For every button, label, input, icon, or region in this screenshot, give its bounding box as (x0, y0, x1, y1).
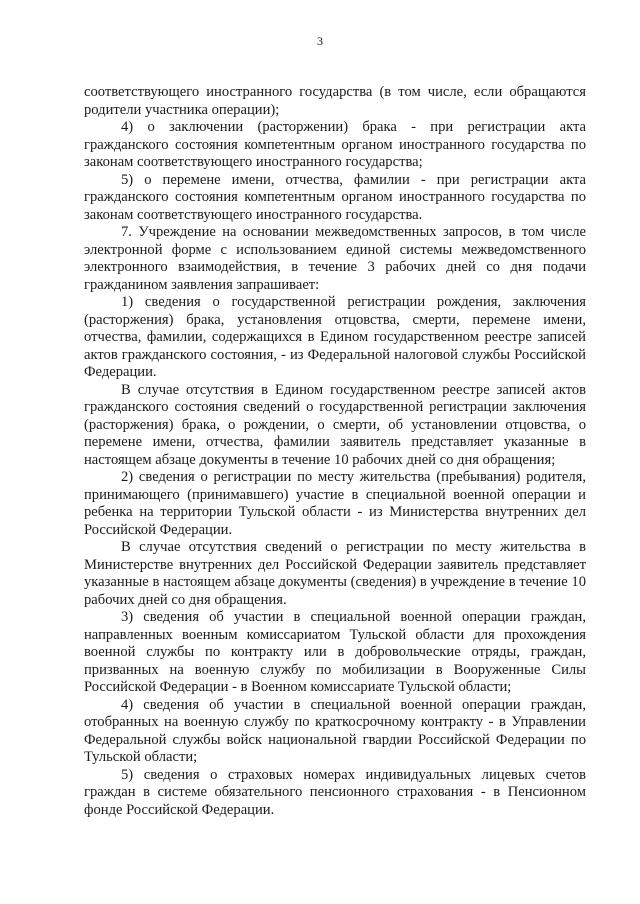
paragraph-item-4-marriage: 4) о заключении (расторжении) брака - при регистрации акта гражданского состояния компетентным органом иностранного государства по законам соответствующего иностранного государства; (84, 119, 586, 170)
paragraph-request-2-absence: В случае отсутствия сведений о регистрации по месту жительства в Министерстве внутренних дел Российской Федерации заявитель представляет указанные в настоящем абзаце документы (сведения) в учреждение в течение 10 рабочих дней со дня обращения. (84, 539, 586, 608)
paragraph-request-4: 4) сведения об участии в специальной военной операции граждан, отобранных на военную службу по краткосрочному контракту - в Управлении Федеральной службы войск национальной гвардии Российской Федерации по Тульской области; (84, 696, 586, 765)
paragraph-item-5-name-change: 5) о перемене имени, отчества, фамилии - при регистрации акта гражданского состояния компетентным органом иностранного государства по законам соответствующего иностранного государства. (84, 171, 586, 223)
document-body (84, 84, 586, 819)
paragraph-request-1: 1) сведения о государственной регистрации рождения, заключения (расторжения) брака, установления отцовства, смерти, перемене имени, отчества, фамилии, содержащихся в Едином государственном реестре записей актов гражданского состояния, - из Федеральной налоговой службы Российской Федерации. (84, 294, 586, 380)
paragraph-request-1-absence: В случае отсутствия в Едином государственном реестре записей актов гражданского состояния сведений о государственной регистрации заключения (расторжения) брака, о рождении, о смерти, об установлении отцовства, о перемене имени, отчества, фамилии заявитель представляет указанные в настоящем абзаце документы в течение 10 рабочих дней со дня обращения; (84, 381, 586, 468)
paragraph-request-2: 2) сведения о регистрации по месту жительства (пребывания) родителя, принимающего (принимавшего) участие в специальной военной операции и ребенка на территории Тульской области - из Министерства внутренних дел Российской Федерации. (84, 469, 586, 538)
page-number: 3 (317, 34, 323, 48)
paragraph-request-3: 3) сведения об участии в специальной военной операции граждан, направленных военным комиссариатом Тульской области для прохождения военной службы по контракту или в добровольческие отряды, граждан, призванных на военную службу по мобилизации в Вооруженные Силы Российской Федерации - в Военном комиссариате Тульской области; (84, 609, 586, 695)
paragraph-request-5: 5) сведения о страховых номерах индивидуальных лицевых счетов граждан в системе обязательного пенсионного страхования - в Пенсионном фонде Российской Федерации. (84, 766, 586, 818)
paragraph-continuation: соответствующего иностранного государства (в том числе, если обращаются родители участника операции); (84, 84, 586, 118)
paragraph-section-7: 7. Учреждение на основании межведомственных запросов, в том числе электронной форме с использованием единой системы межведомственного электронного взаимодействия, в течение 3 рабочих дней со дня подачи гражданином заявления запрашивает: (84, 224, 586, 293)
